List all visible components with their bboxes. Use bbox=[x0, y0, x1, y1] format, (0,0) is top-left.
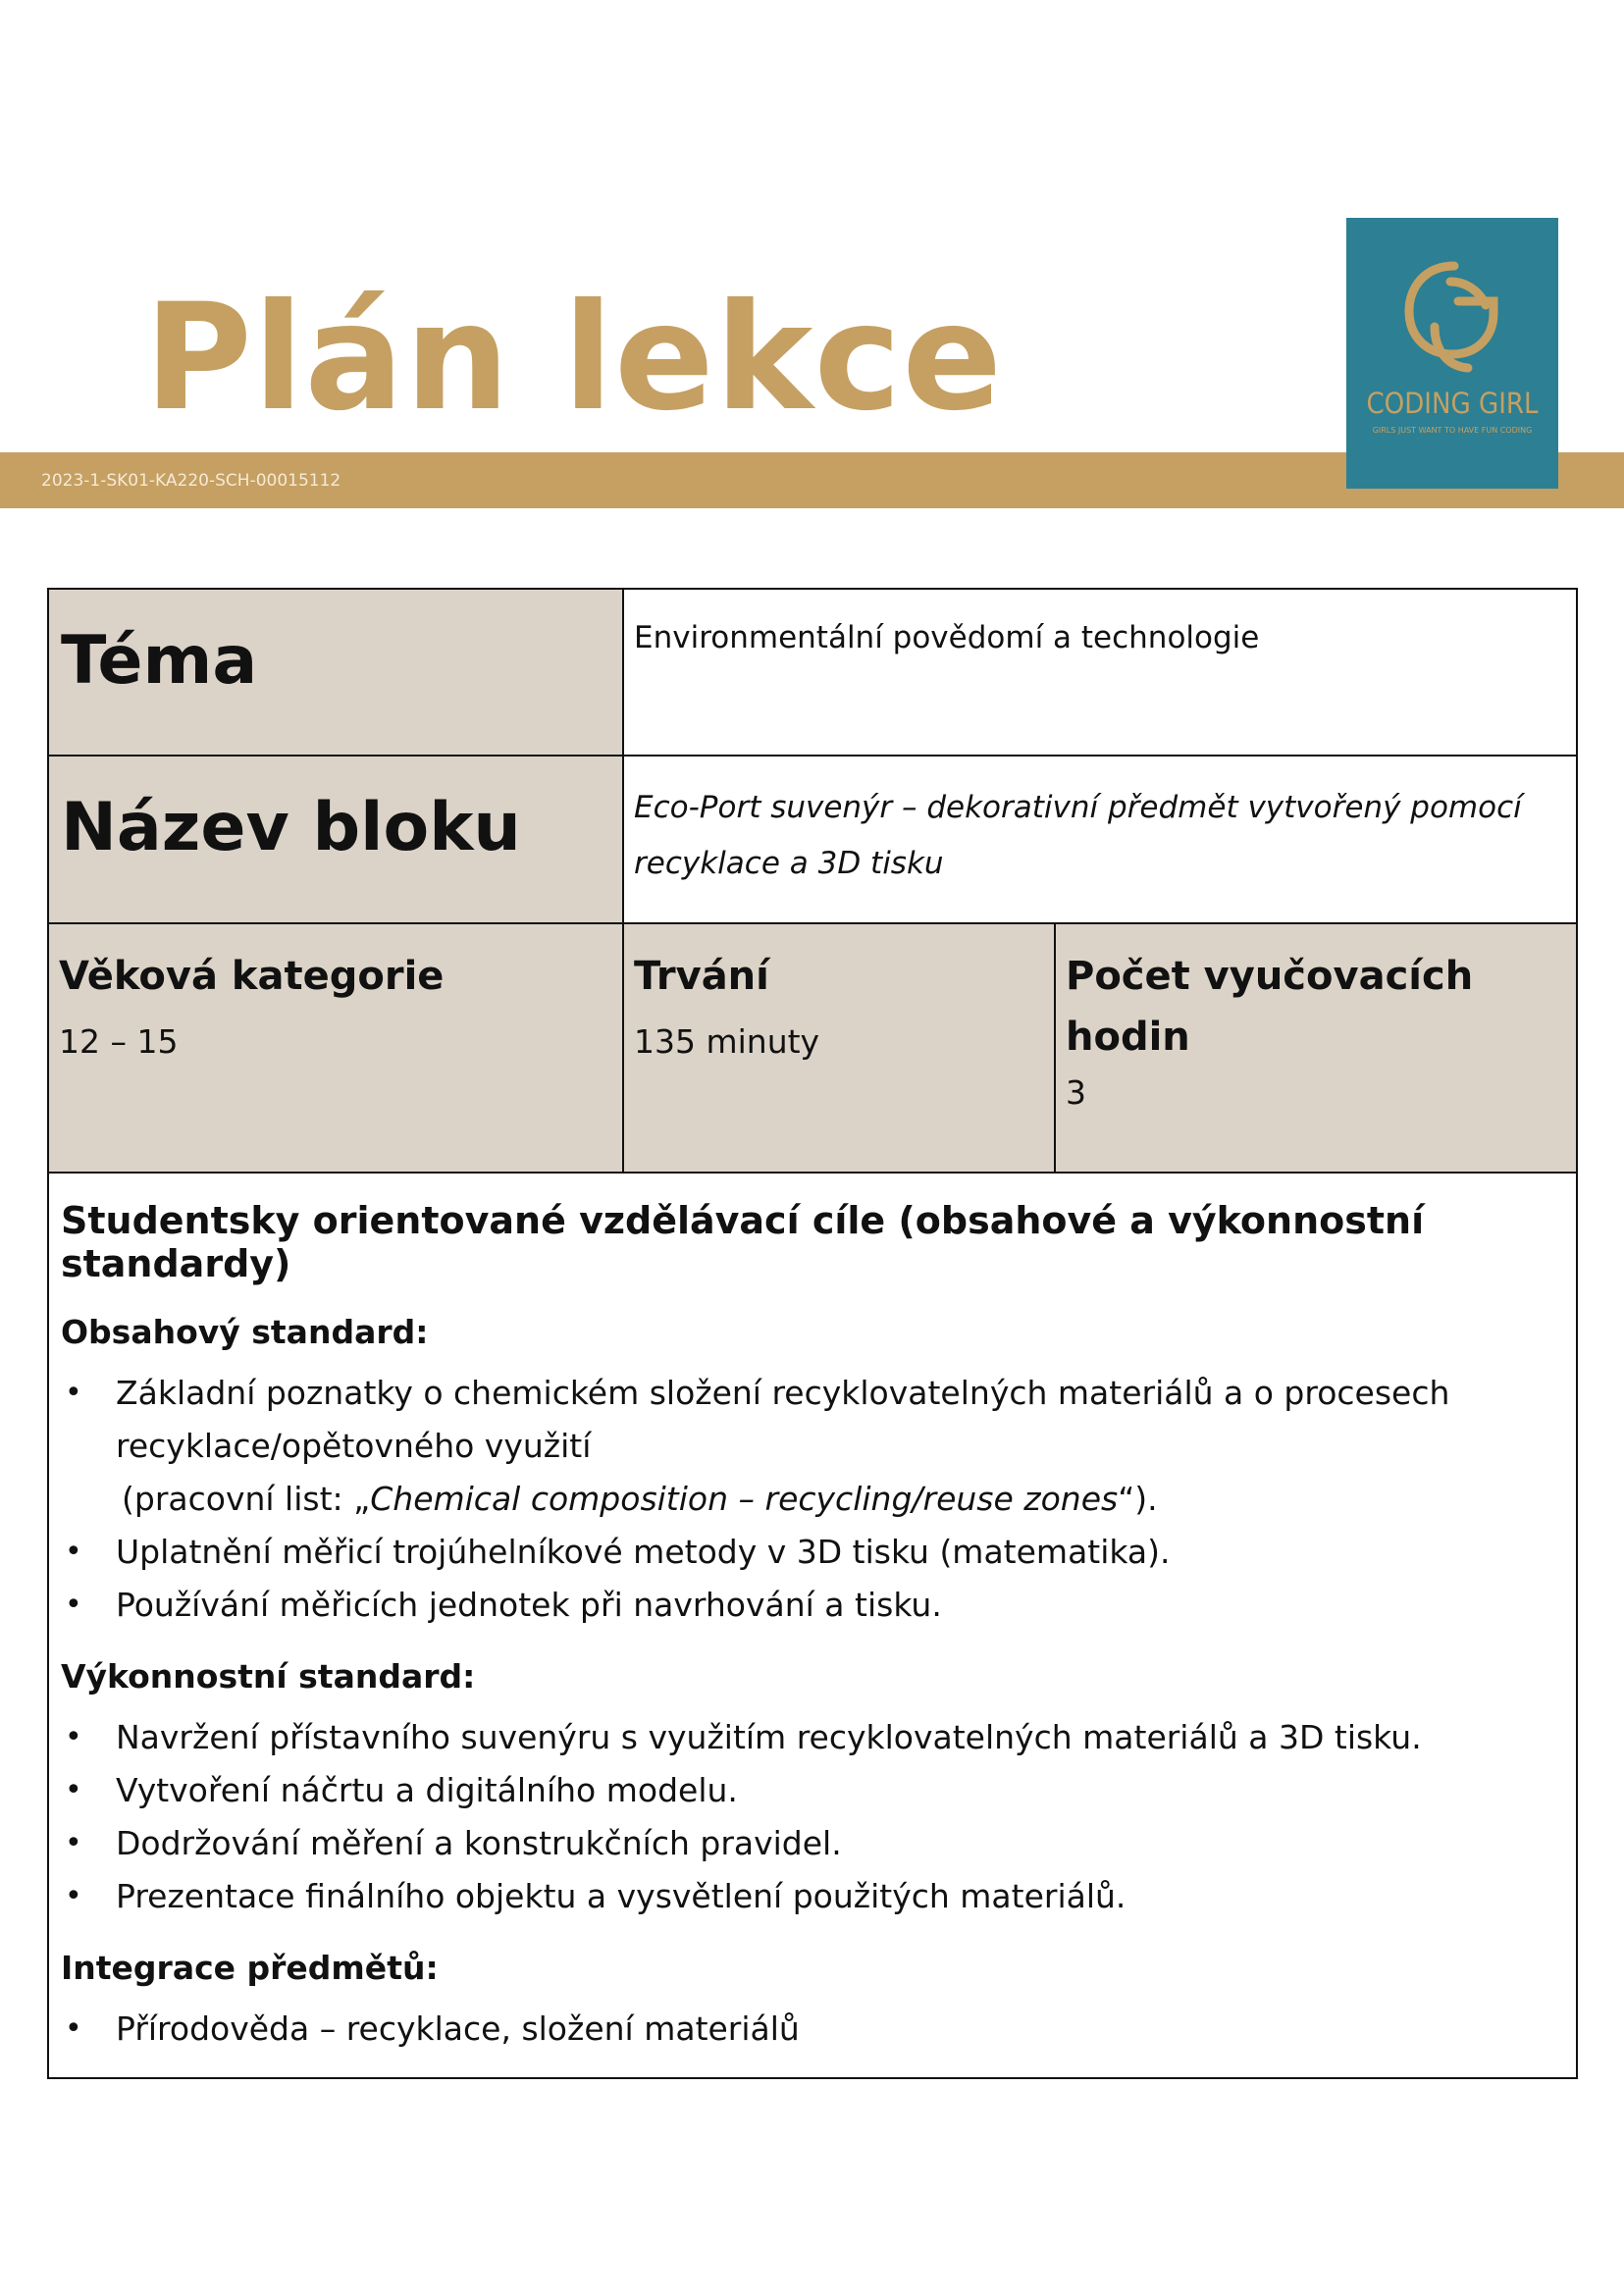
list-item bbox=[61, 1367, 1566, 1526]
vek-label: Věková kategorie bbox=[59, 954, 445, 999]
worksheet-name: Chemical composition – recycling/reuse zones bbox=[370, 1480, 1119, 1518]
performance-standard-label: Výkonnostní standard: bbox=[61, 1657, 476, 1696]
lesson-plan-table bbox=[47, 588, 1578, 2079]
hodiny-cell bbox=[1055, 923, 1577, 1173]
blok-label-cell bbox=[48, 756, 623, 923]
row-tema bbox=[48, 589, 1577, 756]
tema-value-cell bbox=[623, 589, 1577, 756]
list-item: • Přírodověda – recyklace, složení materiálů bbox=[61, 2003, 1566, 2056]
logo-tagline: GIRLS JUST WANT TO HAVE FUN CODING bbox=[1372, 426, 1533, 435]
worksheet-prefix: (pracovní list: „ bbox=[122, 1480, 371, 1518]
list-item-text: Základní poznatky o chemickém složení recyklovatelných materiálů a o procesech recyklace/opětovného využití bbox=[116, 1374, 1450, 1465]
cg-monogram-icon bbox=[1395, 252, 1509, 380]
blok-value-cell bbox=[623, 756, 1577, 923]
tema-value: Environmentální povědomí a technologie bbox=[634, 620, 1260, 655]
tema-label: Téma bbox=[61, 622, 258, 700]
row-blok bbox=[48, 756, 1577, 923]
list-item: • Uplatnění měřicí trojúhelníkové metody v 3D tisku (matematika). bbox=[61, 1526, 1566, 1579]
hodiny-label: Počet vyučovacích hodin bbox=[1066, 954, 1474, 1060]
trvani-label: Trvání bbox=[634, 954, 769, 999]
blok-label: Název bloku bbox=[61, 789, 521, 866]
list-item: • Dodržování měření a konstrukčních pravidel. bbox=[61, 1817, 1566, 1870]
worksheet-note bbox=[116, 1473, 1566, 1526]
list-item: • Používání měřicích jednotek při navrhování a tisku. bbox=[61, 1579, 1566, 1632]
coding-girl-logo bbox=[1346, 218, 1558, 489]
blok-value: Eco-Port suvenýr – dekorativní předmět vytvořený pomocí recyklace a 3D tisku bbox=[634, 790, 1522, 882]
list-item: • Prezentace finálního objektu a vysvětlení použitých materiálů. bbox=[61, 1870, 1566, 1923]
project-code: 2023-1-SK01-KA220-SCH-00015112 bbox=[41, 471, 341, 491]
integration-label: Integrace předmětů: bbox=[61, 1949, 439, 1987]
vek-value: 12 – 15 bbox=[59, 1022, 179, 1061]
row-objectives bbox=[48, 1173, 1577, 2078]
content-standard-label: Obsahový standard: bbox=[61, 1313, 429, 1351]
vek-cell bbox=[48, 923, 623, 1173]
content-standard-list bbox=[61, 1367, 1566, 1632]
objectives-cell bbox=[48, 1173, 1577, 2078]
trvani-value: 135 minuty bbox=[634, 1022, 820, 1061]
row-meta bbox=[48, 923, 1577, 1173]
list-item: • Navržení přístavního suvenýru s využitím recyklovatelných materiálů a 3D tisku. bbox=[61, 1711, 1566, 1764]
logo-name: CODING GIRL bbox=[1366, 387, 1539, 420]
worksheet-suffix: “). bbox=[1118, 1480, 1158, 1518]
performance-standard-list bbox=[61, 1711, 1566, 1923]
trvani-cell bbox=[623, 923, 1055, 1173]
objectives-title: Studentsky orientované vzdělávací cíle (obsahové a výkonnostní standardy) bbox=[61, 1199, 1425, 1285]
tema-label-cell bbox=[48, 589, 623, 756]
hodiny-value: 3 bbox=[1066, 1073, 1086, 1112]
list-item: • Vytvoření náčrtu a digitálního modelu. bbox=[61, 1764, 1566, 1817]
page-title: Plán lekce bbox=[144, 273, 1004, 444]
integration-list bbox=[61, 2003, 1566, 2056]
